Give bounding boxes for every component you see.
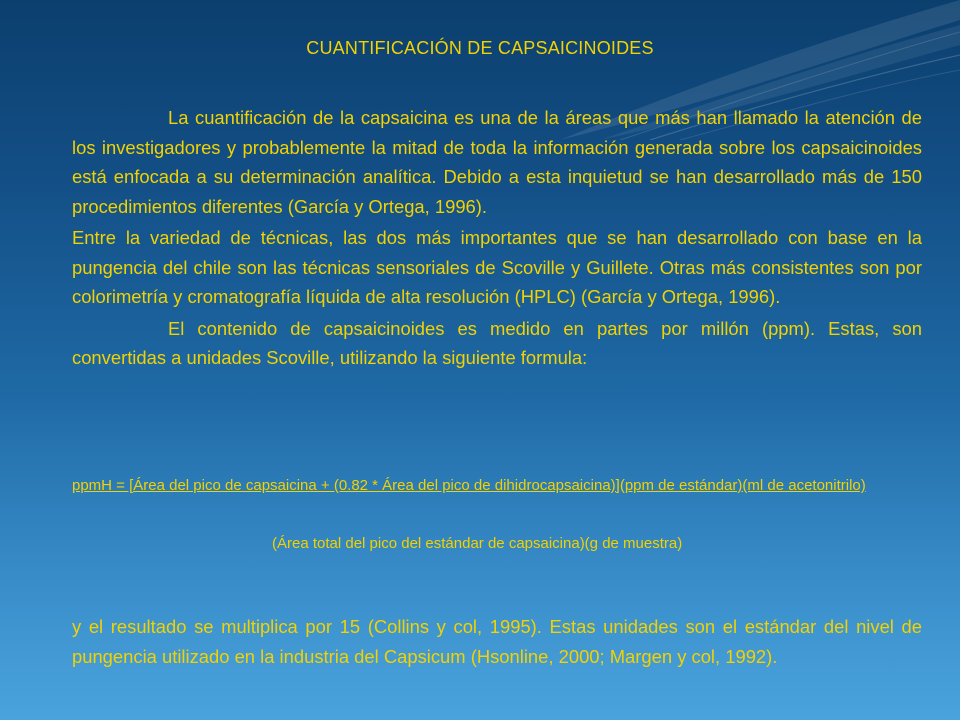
paragraph-techniques: Entre la variedad de técnicas, las dos más importantes que se han desarrollado con base en la pungencia del chile son las técnicas sensoriales de Scoville y Guillete. Otras más consistentes son por colorimetría y cromatografía líquida de alta resolución (HPLC) (García y Ortega, 1996). — [72, 227, 922, 307]
formula-numerator: ppmH = [Área del pico de capsaicina + (0.82 * Área del pico de dihidrocapsaicina)](ppm de estándar)(ml de acetonitrilo) — [72, 477, 866, 494]
paragraph-quantification-intro: La cuantificación de la capsaicina es una de la áreas que más han llamado la atención de los investigadores y probablemente la mitad de toda la información generada sobre los capsaicinoides está enfocada a su determinación analítica. Debido a esta inquietud se han desarrollado más de 150 procedimientos diferentes (García y Ortega, 1996). — [72, 107, 922, 217]
scoville-formula — [72, 474, 922, 552]
paragraph-ppm-conversion: El contenido de capsaicinoides es medido en partes por millón (ppm). Estas, son convertidas a unidades Scoville, utilizando la siguiente formula: — [72, 317, 922, 368]
slide-title: CUANTIFICACIÓN DE CAPSAICINOIDES — [306, 38, 654, 58]
slide-body — [72, 103, 922, 373]
paragraph-closing: y el resultado se multiplica por 15 (Collins y col, 1995). Estas unidades son el estándar del nivel de pungencia utilizado en la industria del Capsicum (Hsonline, 2000; Margen y col, 1992). — [72, 616, 922, 667]
formula-denominator: (Área total del pico del estándar de capsaicina)(g de muestra) — [272, 535, 683, 552]
